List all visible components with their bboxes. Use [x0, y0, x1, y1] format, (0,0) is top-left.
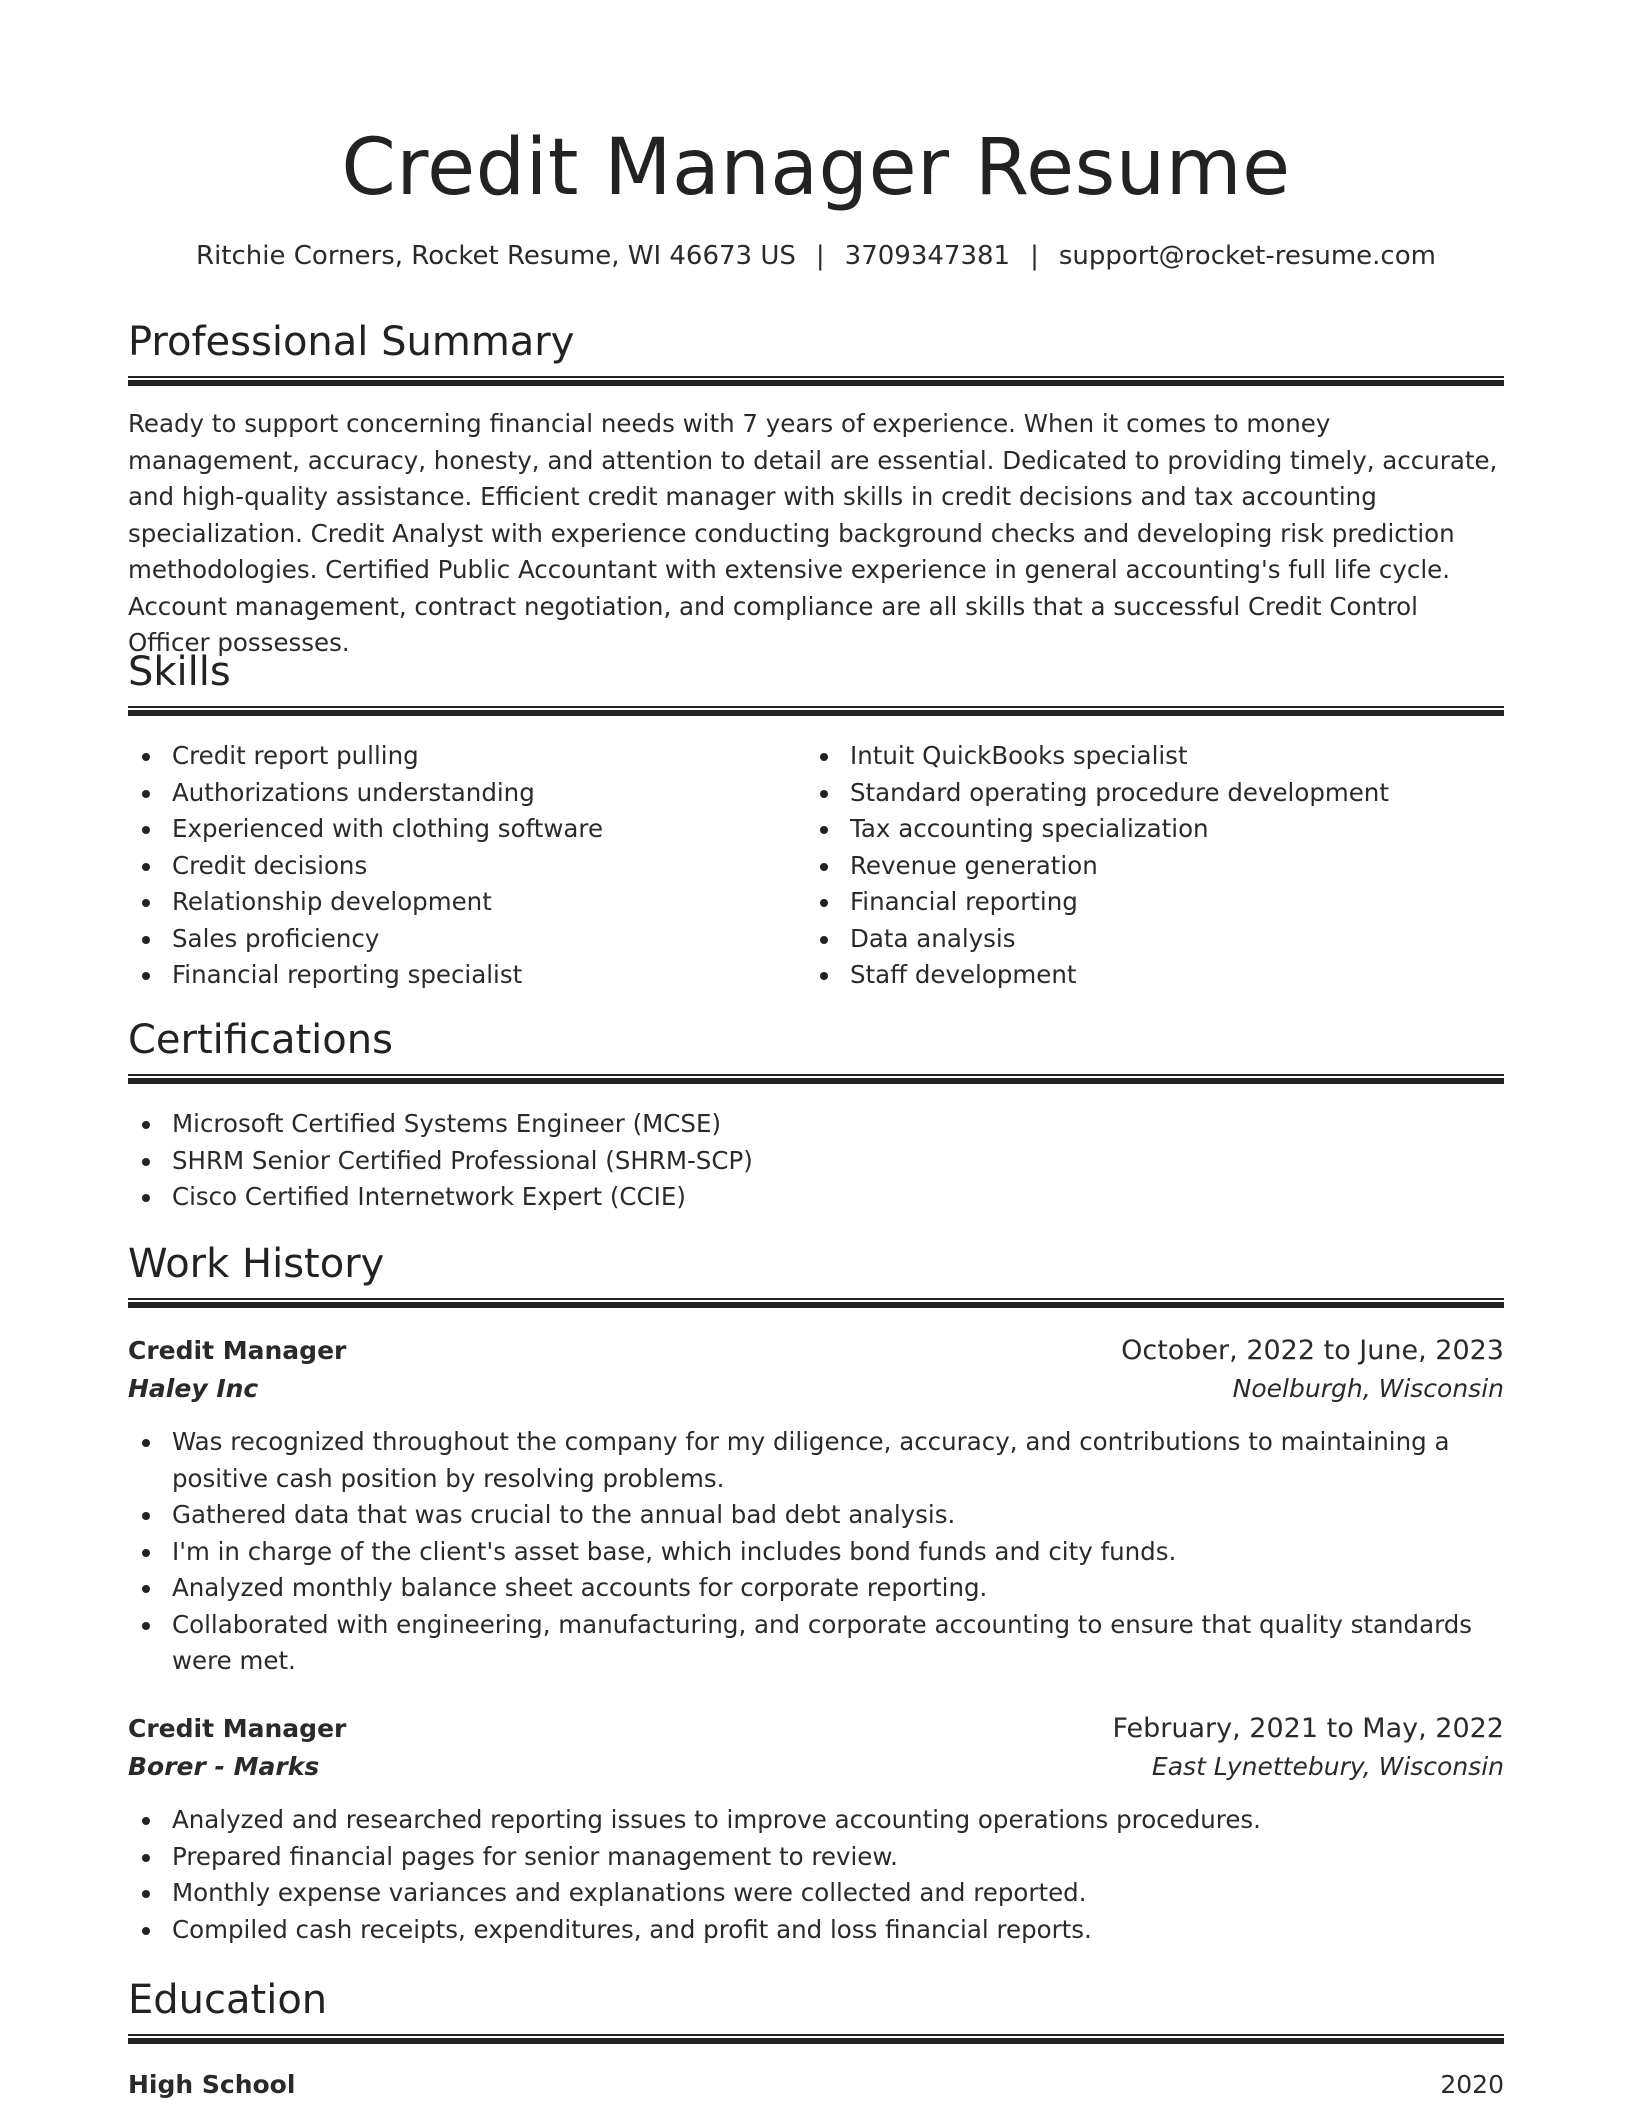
certification-item: Microsoft Certified Systems Engineer (MCSE)	[128, 1106, 1504, 1143]
skills-list-left	[128, 738, 788, 994]
skill-item: Authorizations understanding	[128, 775, 788, 812]
section-divider	[128, 2034, 1504, 2044]
skills-list-right	[806, 738, 1506, 994]
education-year: 2020	[1440, 2070, 1504, 2099]
job-entry	[128, 1332, 1504, 1680]
job-location: Noelburgh, Wisconsin	[1232, 1374, 1504, 1403]
job-bullet: Compiled cash receipts, expenditures, and profit and loss financial reports.	[128, 1912, 1504, 1949]
education-heading: Education	[128, 1977, 328, 2023]
certifications-heading: Certifications	[128, 1017, 393, 1063]
skill-item: Experienced with clothing software	[128, 811, 788, 848]
education-row	[128, 2066, 1504, 2104]
job-header-row	[128, 1710, 1504, 1748]
job-bullets	[128, 1424, 1504, 1680]
contact-phone: 3709347381	[844, 241, 1011, 271]
skills-heading: Skills	[128, 649, 231, 695]
job-subheader-row	[128, 1748, 1504, 1786]
job-entry	[128, 1710, 1504, 1948]
contact-address: Ritchie Corners, Rocket Resume, WI 46673 US	[196, 241, 796, 271]
certifications-list	[128, 1106, 1504, 1216]
resume-title: Credit Manager Resume	[341, 123, 1291, 213]
job-bullet: Was recognized throughout the company for my diligence, accuracy, and contributions to maintaining a positive cash position by resolving problems.	[128, 1424, 1504, 1497]
job-bullets	[128, 1802, 1504, 1948]
skill-item: Intuit QuickBooks specialist	[806, 738, 1506, 775]
skill-item: Revenue generation	[806, 848, 1506, 885]
job-location: East Lynettebury, Wisconsin	[1151, 1752, 1504, 1781]
skill-item: Standard operating procedure development	[806, 775, 1506, 812]
skill-item: Credit decisions	[128, 848, 788, 885]
contact-email: support@rocket-resume.com	[1058, 241, 1436, 271]
summary-heading: Professional Summary	[128, 319, 575, 365]
summary-text: Ready to support concerning financial needs with 7 years of experience. When it comes to money management, accuracy, honesty, and attention to detail are essential. Dedicated to providing timely, accurate, and high-quality assistance. Efficient credit manager with skills in credit decisions and tax accounting specialization. Credit Analyst with experience conducting background checks and developing risk prediction methodologies. Certified Public Accountant with extensive experience in general accounting's full life cycle. Account management, contract negotiation, and compliance are all skills that a successful Credit Control Officer possesses.	[128, 409, 1498, 657]
skill-item: Tax accounting specialization	[806, 811, 1506, 848]
job-bullet: I'm in charge of the client's asset base, which includes bond funds and city funds.	[128, 1534, 1504, 1571]
contact-separator: |	[1030, 241, 1039, 271]
section-divider	[128, 1298, 1504, 1308]
job-bullet: Prepared financial pages for senior management to review.	[128, 1839, 1504, 1876]
job-bullet: Analyzed monthly balance sheet accounts for corporate reporting.	[128, 1570, 1504, 1607]
job-header-row	[128, 1332, 1504, 1370]
job-bullet: Gathered data that was crucial to the annual bad debt analysis.	[128, 1497, 1504, 1534]
skill-item: Sales proficiency	[128, 921, 788, 958]
section-divider	[128, 706, 1504, 716]
job-subheader-row	[128, 1370, 1504, 1408]
job-title: Credit Manager	[128, 1336, 347, 1365]
skill-item: Data analysis	[806, 921, 1506, 958]
education-degree: High School	[128, 2070, 296, 2099]
skill-item: Financial reporting	[806, 884, 1506, 921]
section-divider	[128, 1074, 1504, 1084]
job-bullet: Monthly expense variances and explanations were collected and reported.	[128, 1875, 1504, 1912]
job-title: Credit Manager	[128, 1714, 347, 1743]
skill-item: Credit report pulling	[128, 738, 788, 775]
contact-line	[128, 238, 1504, 274]
job-dates: February, 2021 to May, 2022	[1112, 1713, 1504, 1744]
contact-separator: |	[815, 241, 825, 271]
job-company: Haley Inc	[128, 1374, 259, 1403]
skill-item: Relationship development	[128, 884, 788, 921]
work-history-heading: Work History	[128, 1241, 385, 1287]
job-bullet: Analyzed and researched reporting issues to improve accounting operations procedures.	[128, 1802, 1504, 1839]
certification-item: SHRM Senior Certified Professional (SHRM-SCP)	[128, 1143, 1504, 1180]
certification-item: Cisco Certified Internetwork Expert (CCIE)	[128, 1179, 1504, 1216]
job-company: Borer - Marks	[128, 1752, 320, 1781]
job-bullet: Collaborated with engineering, manufacturing, and corporate accounting to ensure that quality standards were met.	[128, 1607, 1504, 1680]
skill-item: Financial reporting specialist	[128, 957, 788, 994]
job-dates: October, 2022 to June, 2023	[1121, 1335, 1504, 1366]
education-entry	[128, 2066, 1504, 2104]
skill-item: Staff development	[806, 957, 1506, 994]
section-divider	[128, 376, 1504, 386]
